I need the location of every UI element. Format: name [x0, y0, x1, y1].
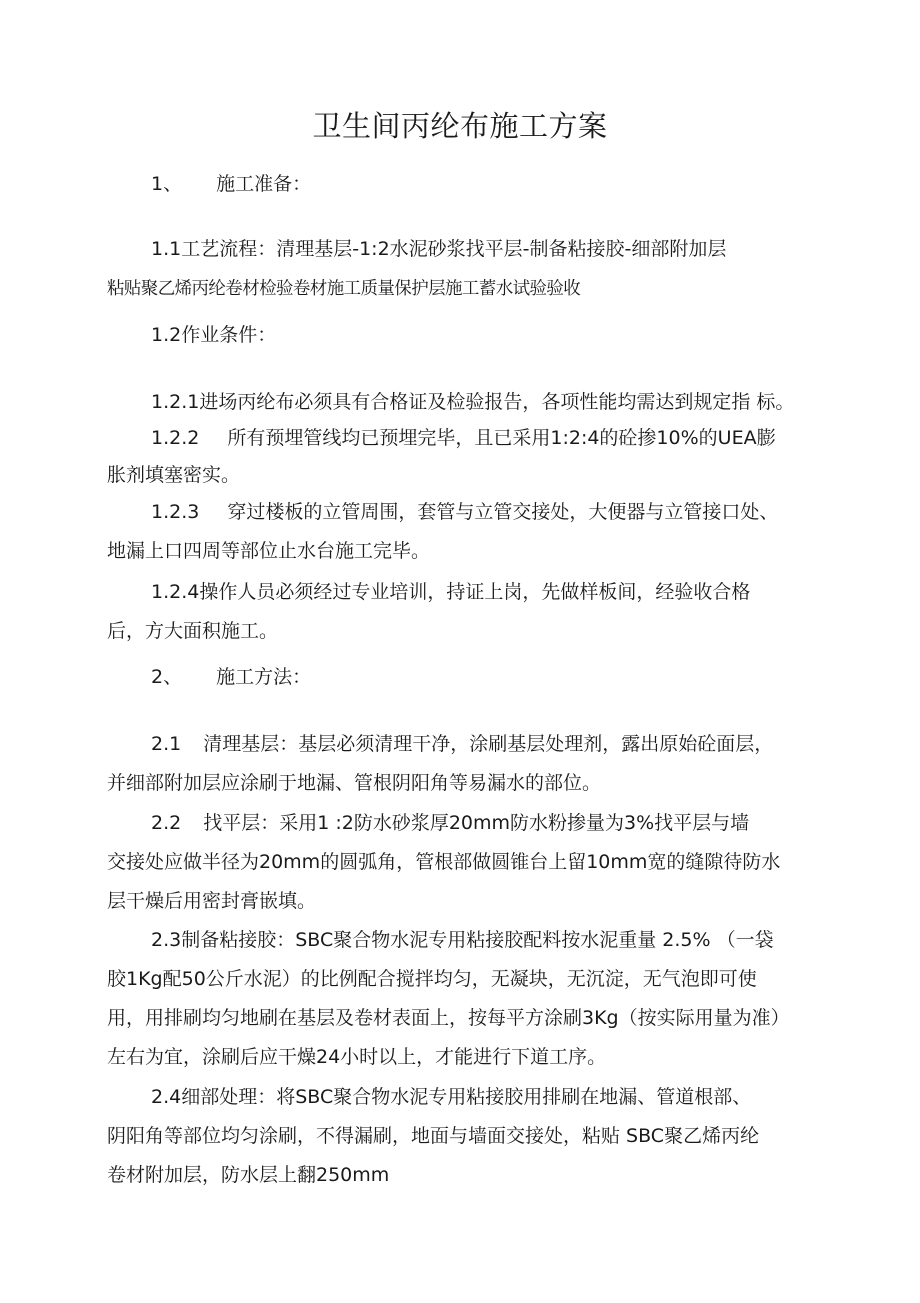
paragraph-line: 阴阳角等部位均匀涂刷，不得漏刷，地面与墙面交接处，粘贴 SBC聚乙烯丙纶: [107, 1125, 760, 1147]
paragraph-line: 胀剂填塞密实。: [107, 464, 241, 486]
paragraph-line: 用，用排刷均匀地刷在基层及卷材表面上，按每平方涂刷3Kg（按实际用量为准）: [107, 1007, 790, 1029]
paragraph-line: 1.1工艺流程：清理基层-1:2水泥砂浆找平层-制备粘接胶-细部附加层: [151, 238, 727, 260]
paragraph-line: [151, 425, 776, 451]
section-title: 施工方法：: [216, 666, 312, 688]
item-number: 2.2: [151, 812, 182, 834]
item-number: 2.1: [151, 733, 182, 755]
item-number: 1.2.2: [151, 427, 200, 449]
paragraph-line: 层干燥后用密封膏嵌填。: [107, 890, 317, 912]
item-text: 找平层：采用1 :2防水砂浆厚20mm防水粉掺量为3%找平层与墙: [203, 812, 750, 834]
paragraph-line: 交接处应做半径为20mm的圆弧角，管根部做圆锥台上留10mm宽的缝隙待防水: [107, 851, 781, 873]
paragraph-line: 后，方大面积施工。: [107, 620, 279, 642]
section-number: 1、: [151, 173, 183, 195]
paragraph-line: 地漏上口四周等部位止水台施工完毕。: [107, 540, 431, 562]
item-number: 1.2.3: [151, 501, 200, 523]
item-text: 穿过楼板的立管周围，套管与立管交接处，大便器与立管接口处、: [227, 501, 779, 523]
paragraph-line: 粘贴聚乙烯丙纶卷材检验卷材施工质量保护层施工蓄水试验验收: [107, 279, 581, 299]
paragraph-line: 2.4细部处理：将SBC聚合物水泥专用粘接胶用排刷在地漏、管道根部、: [151, 1086, 752, 1108]
paragraph-line: 1.2.1进场丙纶布必须具有合格证及检验报告，各项性能均需达到规定指 标。: [151, 391, 795, 413]
page-title: 卫生间丙纶布施工方案: [312, 109, 608, 143]
paragraph-line: 卷材附加层，防水层上翻250mm: [107, 1164, 390, 1186]
item-text: 清理基层：基层必须清理干净，涂刷基层处理剂，露出原始砼面层，: [203, 733, 774, 755]
paragraph-line: 左右为宜，涂刷后应干燥24小时以上，才能进行下道工序。: [107, 1046, 607, 1068]
paragraph-line: [151, 499, 778, 525]
subsection-heading: 1.2作业条件：: [151, 324, 277, 346]
paragraph-line: [151, 731, 773, 757]
section-heading-1: [151, 171, 311, 197]
section-title: 施工准备：: [216, 173, 312, 195]
item-text: 所有预埋管线均已预埋完毕，且已采用1:2:4的砼掺10%的UEA膨: [227, 427, 776, 449]
paragraph-line: 胶1Kg配50公斤水泥）的比例配合搅拌均匀，无凝块，无沉淀，无气泡即可使: [107, 968, 757, 990]
section-number: 2、: [151, 666, 183, 688]
section-heading-2: [151, 664, 311, 690]
paragraph-line: 并细部附加层应涂刷于地漏、管根阴阳角等易漏水的部位。: [107, 772, 602, 794]
paragraph-line: [151, 810, 749, 836]
paragraph-line: 2.3制备粘接胶：SBC聚合物水泥专用粘接胶配料按水泥重量 2.5% （一袋: [151, 929, 774, 951]
paragraph-line: 1.2.4操作人员必须经过专业培训，持证上岗，先做样板间，经验收合格: [151, 581, 751, 603]
